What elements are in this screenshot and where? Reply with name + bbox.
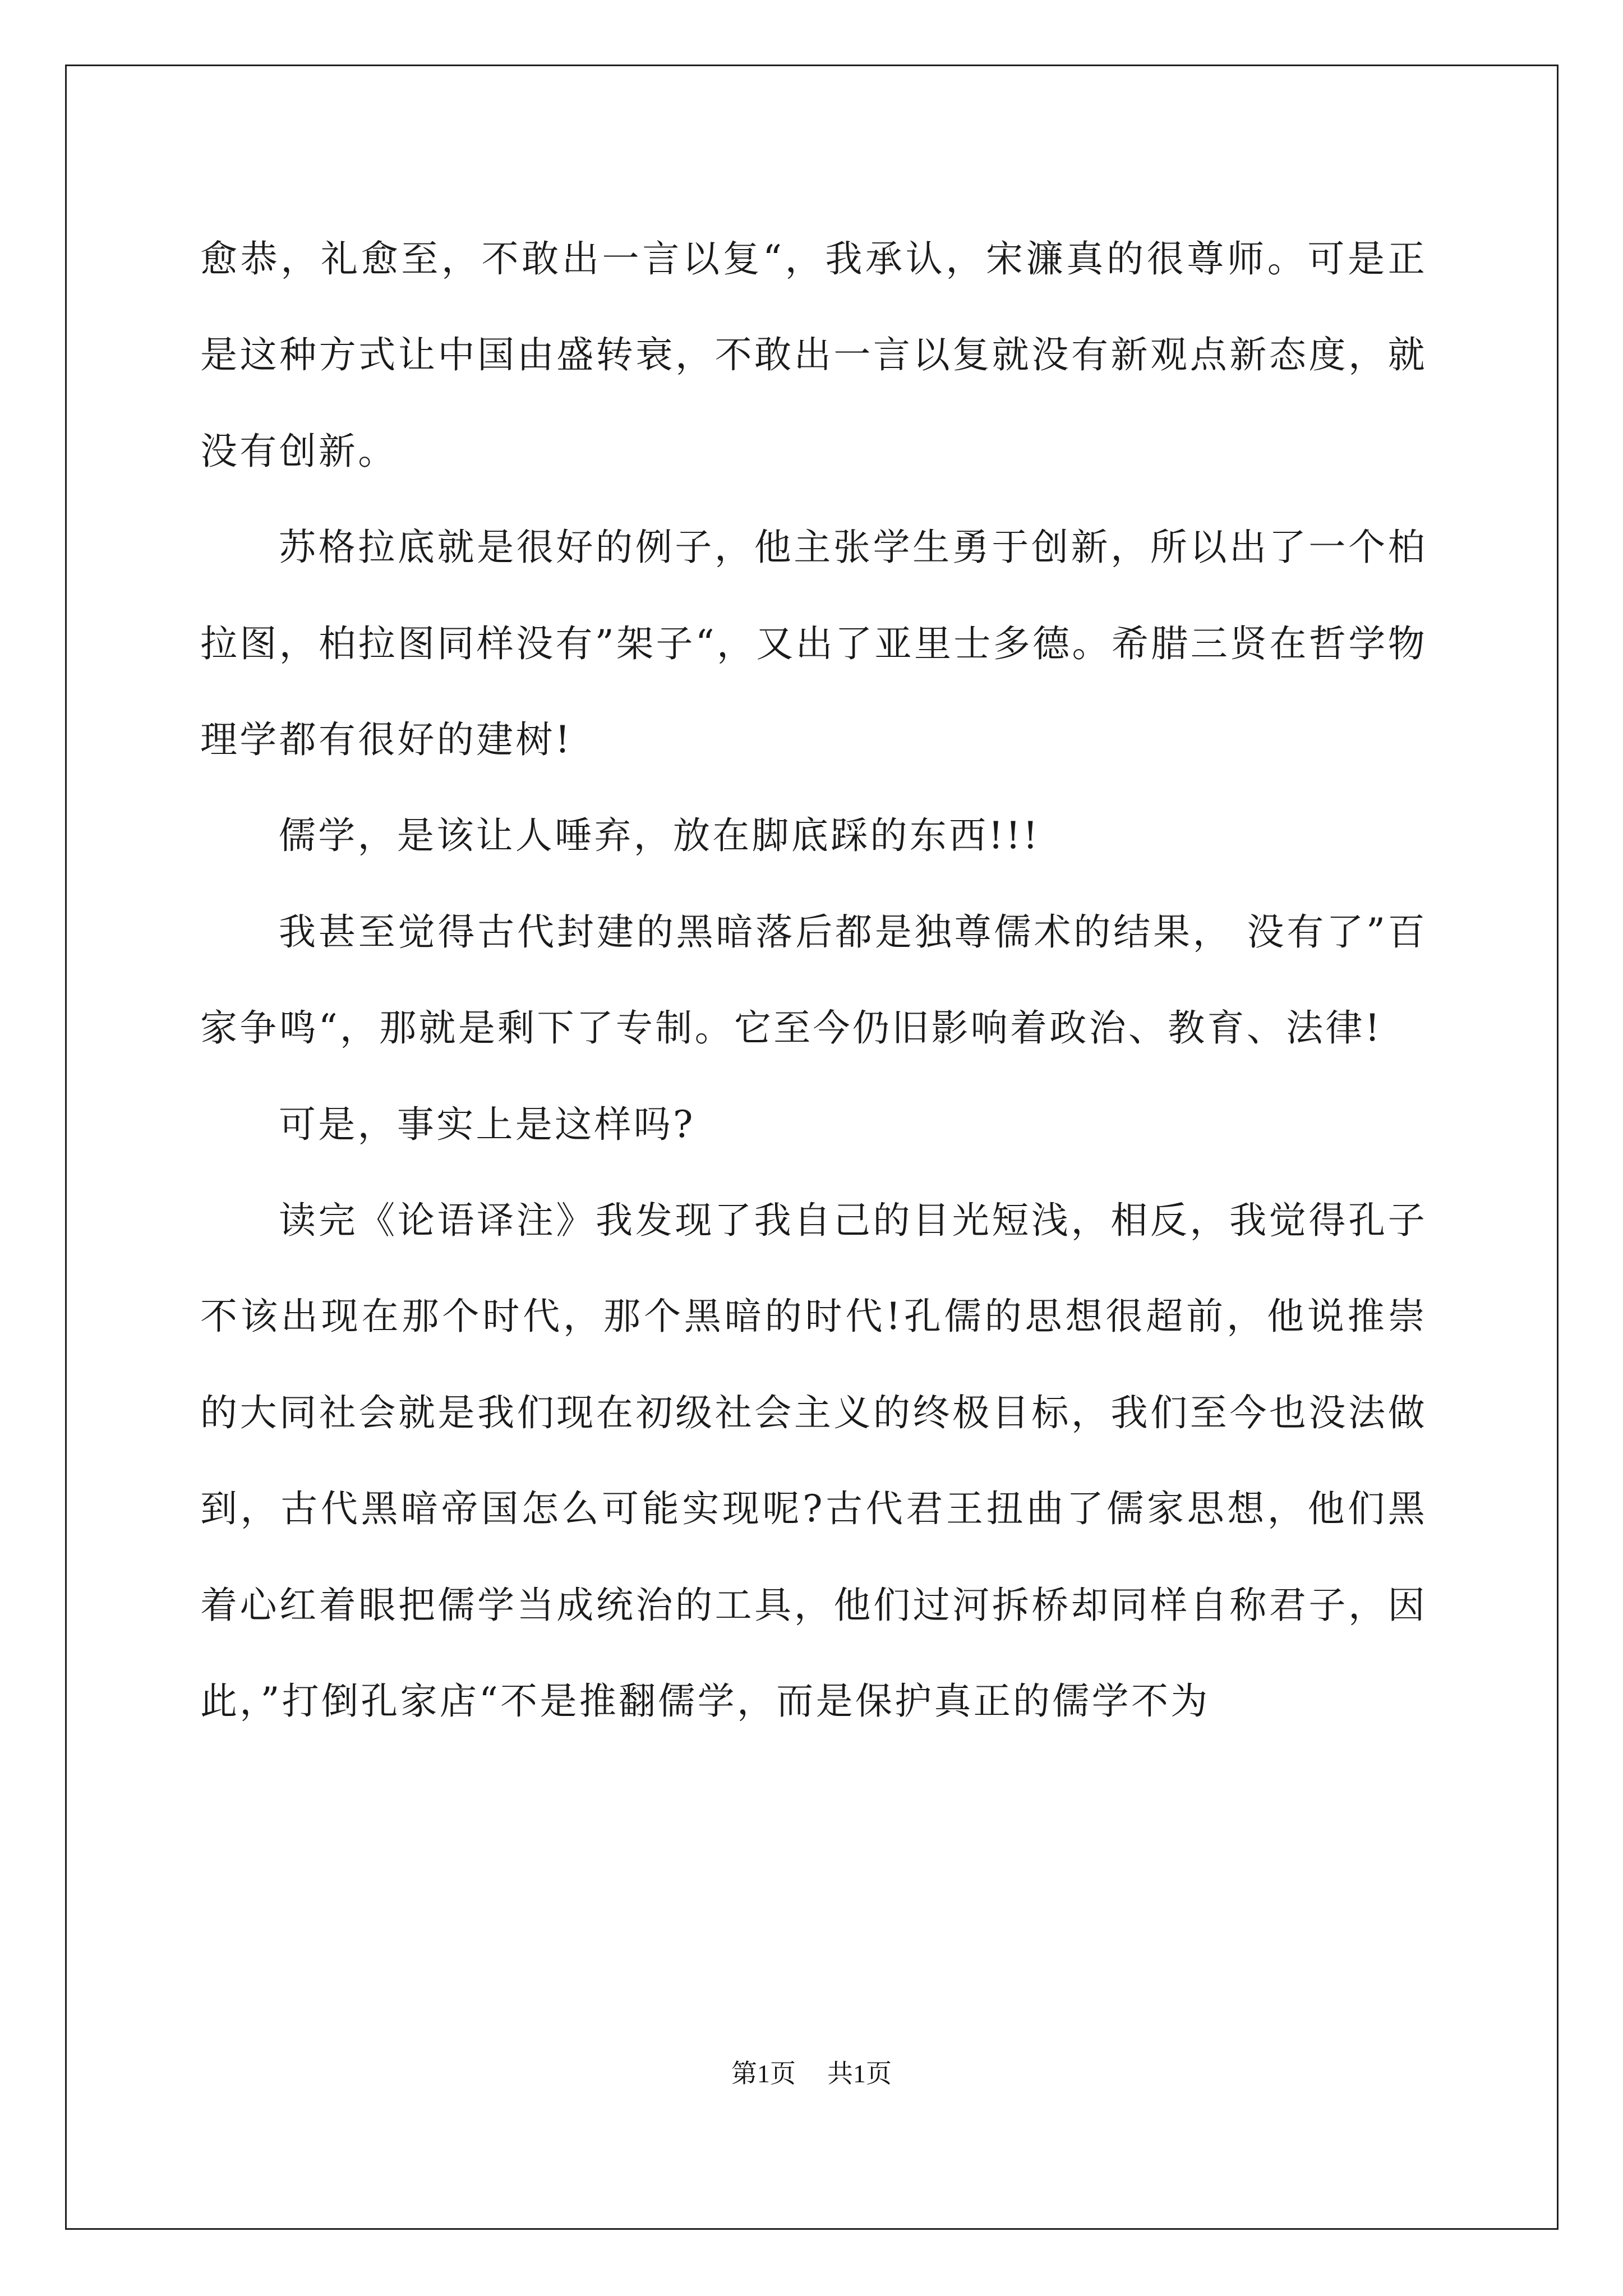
page-footer	[0, 2057, 1623, 2091]
paragraph: 读完《论语译注》我发现了我自己的目光短浅，相反，我觉得孔子不该出现在那个时代，那个黑暗的时代!孔儒的思想很超前，他说推崇的大同社会就是我们现在初级社会主义的终极目标，我们至今也没法做到，古代黑暗帝国怎么可能实现呢?古代君王扭曲了儒家思想，他们黑着心红着眼把儒学当成统治的工具，他们过河拆桥却同样自称君子，因此，”打倒孔家店“不是推翻儒学，而是保护真正的儒学不为	[200, 1199, 1427, 1723]
paragraph: 可是，事实上是这样吗?	[279, 1102, 695, 1146]
paragraph: 愈恭，礼愈至，不敢出一言以复“，我承认，宋濂真的很尊师。可是正是这种方式让中国由盛转衰，不敢出一言以复就没有新观点新态度，就没有创新。	[200, 237, 1427, 473]
paragraph: 苏格拉底就是很好的例子，他主张学生勇于创新，所以出了一个柏拉图，柏拉图同样没有”架子“，又出了亚里士多德。希腊三贤在哲学物理学都有很好的建树!	[200, 526, 1427, 762]
paragraph: 儒学，是该让人唾弃，放在脚底踩的东西!!!	[279, 814, 1040, 858]
page-total: 共1页	[827, 2059, 892, 2088]
page-number: 第1页	[731, 2059, 796, 2088]
document-body	[200, 211, 1427, 1750]
paragraph: 我甚至觉得古代封建的黑暗落后都是独尊儒术的结果， 没有了”百家争鸣“，那就是剩下了专制。它至今仍旧影响着政治、教育、法律!	[200, 910, 1427, 1050]
